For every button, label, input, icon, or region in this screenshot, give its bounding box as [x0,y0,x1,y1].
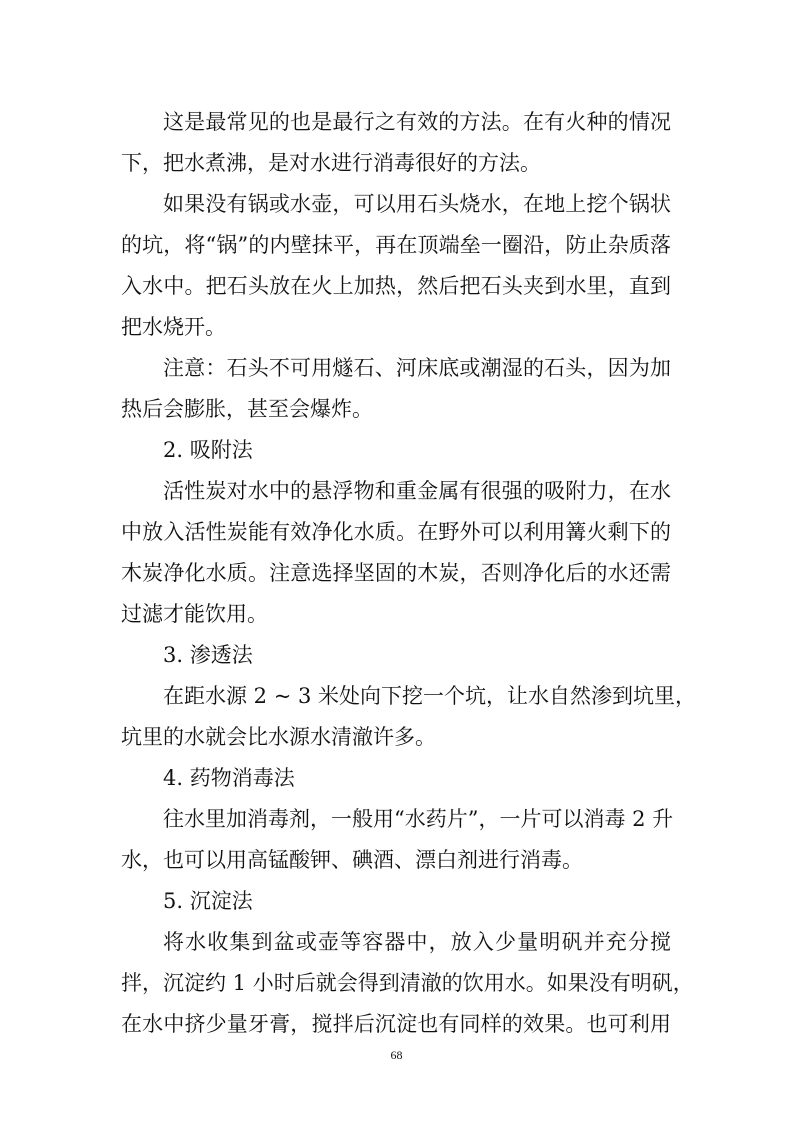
text-line: 下，把水煮沸，是对水进行消毒很好的方法。 [121,151,541,175]
text-line: 如果没有锅或水壶，可以用石头烧水，在地上挖个锅状 [163,192,671,216]
text-line: 将水收集到盆或壶等容器中，放入少量明矾并充分搅 [163,930,671,954]
text-line: 热后会膨胀，甚至会爆炸。 [121,397,373,421]
text-line: 木炭净化水质。注意选择坚固的木炭，否则净化后的水还需 [121,561,671,585]
text-line: 入水中。把石头放在火上加热，然后把石头夹到水里，直到 [121,274,671,298]
text-line: 在水中挤少量牙膏，搅拌后沉淀也有同样的效果。也可利用 [121,1012,671,1036]
text-line: 活性炭对水中的悬浮物和重金属有很强的吸附力，在水 [163,479,671,503]
section-heading: 2. 吸附法 [163,438,253,462]
text-line: 水，也可以用高锰酸钾、碘酒、漂白剂进行消毒。 [121,848,583,872]
text-line: 坑里的水就会比水源水清澈许多。 [121,725,436,749]
section-heading: 4. 药物消毒法 [163,766,295,790]
page-number: 68 [390,1048,403,1062]
text-line: 拌，沉淀约 1 小时后就会得到清澈的饮用水。如果没有明矾， [121,971,694,995]
text-line: 注意：石头不可用燧石、河床底或潮湿的石头，因为加 [163,356,671,380]
text-line: 往水里加消毒剂，一般用“水药片”，一片可以消毒 2 升 [163,807,674,831]
text-line: 这是最常见的也是最行之有效的方法。在有火种的情况 [163,110,671,134]
section-heading: 5. 沉淀法 [163,889,253,913]
text-line: 把水烧开。 [121,315,226,339]
text-line: 的坑，将“锅”的内壁抹平，再在顶端垒一圈沿，防止杂质落 [121,233,671,257]
text-line: 过滤才能饮用。 [121,602,268,626]
section-heading: 3. 渗透法 [163,643,253,667]
text-line: 中放入活性炭能有效净化水质。在野外可以利用篝火剩下的 [121,520,671,544]
text-line: 在距水源 2 ~ 3 米处向下挖一个坑，让水自然渗到坑里， [163,684,697,708]
